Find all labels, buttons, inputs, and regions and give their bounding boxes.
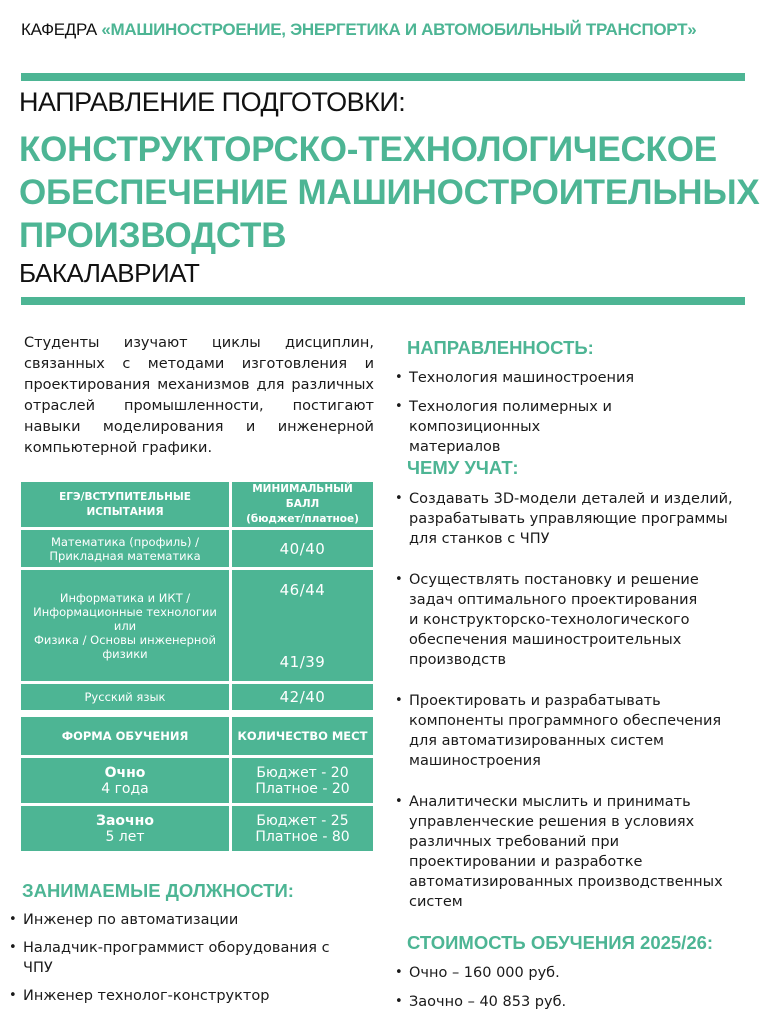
study-form-cell bbox=[21, 758, 229, 803]
seats-paid: Платное - 20 bbox=[255, 780, 350, 797]
learn-heading: ЧЕМУ УЧАТ: bbox=[407, 457, 519, 478]
list-item: • Очно – 160 000 руб. bbox=[393, 963, 753, 983]
learn-list bbox=[393, 489, 753, 933]
exam-subject: Математика (профиль) / Прикладная математика bbox=[21, 530, 229, 567]
exam-subject-a: Информатика и ИКТ / Информационные технологии bbox=[33, 590, 217, 619]
exam-score: 40/40 bbox=[232, 530, 373, 567]
study-forms-table bbox=[18, 714, 376, 854]
exams-table bbox=[18, 479, 376, 713]
table-row bbox=[21, 758, 373, 803]
table-header-row bbox=[21, 482, 373, 527]
program-title-line: КОНСТРУКТОРСКО-ТЕХНОЛОГИЧЕСКОЕ bbox=[19, 130, 717, 169]
degree-level: БАКАЛАВРИАТ bbox=[19, 258, 200, 288]
header-study-form: ФОРМА ОБУЧЕНИЯ bbox=[21, 717, 229, 755]
list-item: • Технология полимерных и композиционных материалов bbox=[393, 397, 619, 457]
exam-score-b: 41/39 bbox=[279, 652, 326, 671]
program-title-line: ПРОИЗВОДСТВ bbox=[19, 216, 287, 255]
list-item: • Создавать 3D-модели деталей и изделий, разрабатывать управляющие программы для станков с ЧПУ bbox=[393, 489, 759, 549]
table-header-row bbox=[21, 717, 373, 755]
cost-list bbox=[393, 963, 753, 1021]
direction-label: НАПРАВЛЕНИЕ ПОДГОТОВКИ: bbox=[19, 87, 406, 117]
program-title bbox=[19, 128, 760, 257]
cost-heading: СТОИМОСТЬ ОБУЧЕНИЯ 2025/26: bbox=[407, 932, 714, 953]
header-exams: ЕГЭ/ВСТУПИТЕЛЬНЫЕ ИСПЫТАНИЯ bbox=[21, 482, 229, 527]
seats-budget: Бюджет - 25 bbox=[256, 812, 349, 829]
table-row bbox=[21, 684, 373, 710]
exam-scores bbox=[232, 570, 373, 681]
positions-heading: ЗАНИМАЕМЫЕ ДОЛЖНОСТИ: bbox=[22, 880, 294, 901]
list-item: • Проектировать и разрабатывать компоненты программного обеспечения для автоматизированных систем машиностроения bbox=[393, 691, 749, 771]
seats-budget: Бюджет - 20 bbox=[256, 764, 349, 781]
exam-score: 42/40 bbox=[232, 684, 373, 710]
exam-subject: Русский язык bbox=[21, 684, 229, 710]
exam-score-a: 46/44 bbox=[279, 580, 326, 599]
focus-list bbox=[393, 368, 753, 466]
list-item: • Заочно – 40 853 руб. bbox=[393, 992, 753, 1012]
exam-subject-choice bbox=[21, 570, 229, 681]
list-item: • Аналитически мыслить и принимать управленческие решения в условиях различных требований при проектировании и разработке автоматизированных производственных систем bbox=[393, 792, 744, 912]
table-row bbox=[21, 806, 373, 851]
header-seats: КОЛИЧЕСТВО МЕСТ bbox=[232, 717, 373, 755]
header-min-score-label: МИНИМАЛЬНЫЙ БАЛЛ bbox=[252, 483, 353, 510]
positions-list bbox=[7, 910, 377, 1014]
study-duration: 4 года bbox=[101, 780, 149, 797]
list-item: • Инженер технолог-конструктор bbox=[7, 986, 377, 1006]
focus-heading: НАПРАВЛЕННОСТЬ: bbox=[407, 337, 594, 358]
department-prefix: КАФЕДРА bbox=[21, 20, 97, 39]
list-item: • Технология машиностроения bbox=[393, 368, 753, 388]
list-item: • Осуществлять постановку и решение задач оптимального проектирования и конструкторско-технологического обеспечения машиностроительных производств bbox=[393, 570, 709, 670]
program-title-line: ОБЕСПЕЧЕНИЕ МАШИНОСТРОИТЕЛЬНЫХ bbox=[19, 173, 760, 212]
divider-bottom bbox=[21, 297, 745, 305]
study-form-cell bbox=[21, 806, 229, 851]
header-min-score-sub: (бюджет/платное) bbox=[246, 513, 359, 525]
seats-cell bbox=[232, 806, 373, 851]
divider-top bbox=[21, 73, 745, 81]
list-item: • Инженер по автоматизации bbox=[7, 910, 377, 930]
header-min-score bbox=[232, 482, 373, 527]
exam-subject-b: Физика / Основы инженерной физики bbox=[34, 632, 216, 661]
study-duration: 5 лет bbox=[105, 828, 145, 845]
table-row bbox=[21, 530, 373, 567]
seats-paid: Платное - 80 bbox=[255, 828, 350, 845]
seats-cell bbox=[232, 758, 373, 803]
department-name: «МАШИНОСТРОЕНИЕ, ЭНЕРГЕТИКА И АВТОМОБИЛЬНЫЙ ТРАНСПОРТ» bbox=[101, 20, 697, 39]
study-form: Очно bbox=[104, 764, 146, 781]
study-form: Заочно bbox=[96, 812, 154, 829]
table-row bbox=[21, 570, 373, 681]
exam-or: или bbox=[113, 618, 137, 633]
list-item: • Наладчик-программист оборудования с ЧПУ bbox=[7, 938, 353, 978]
department-heading bbox=[21, 20, 696, 40]
intro-paragraph: Студенты изучают циклы дисциплин, связанных с методами изготовления и проектирования механизмов для различных отраслей промышленности, постигают навыки моделирования и инженерной компьютерной графики. bbox=[24, 335, 374, 456]
